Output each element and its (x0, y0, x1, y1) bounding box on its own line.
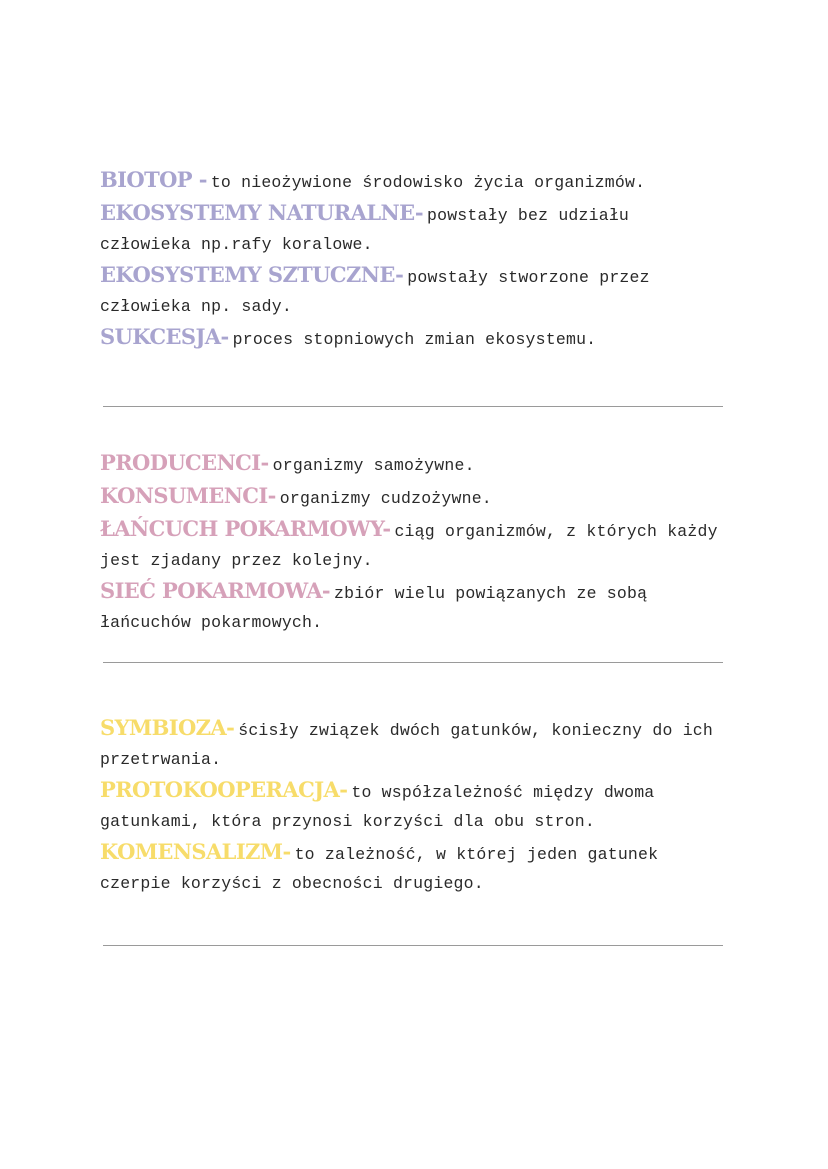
term-definition: zbiór wielu powiązanych ze sobą łańcuchów pokarmowych. (100, 584, 648, 632)
term-label: PROTOKOOPERACJA- (100, 777, 348, 802)
definition-entry (100, 321, 725, 354)
section-divider (103, 945, 723, 946)
section-divider (103, 662, 723, 663)
term-label: KOMENSALIZM- (100, 839, 291, 864)
term-definition: powstały bez udziału człowieka np.rafy koralowe. (100, 206, 630, 254)
definition-entry (100, 164, 725, 197)
term-definition: proces stopniowych zmian ekosystemu. (232, 330, 597, 349)
term-definition: to zależność, w której jeden gatunek czerpie korzyści z obecności drugiego. (100, 845, 659, 893)
term-definition: powstały stworzone przez człowieka np. sady. (100, 268, 650, 316)
term-definition: to współzależność między dwoma gatunkami, która przynosi korzyści dla obu stron. (100, 783, 655, 831)
definition-entry (100, 712, 725, 774)
term-definition: organizmy samożywne. (272, 456, 475, 475)
definition-entry (100, 575, 725, 637)
term-label: EKOSYSTEMY NATURALNE- (100, 200, 423, 225)
term-label: ŁAŃCUCH POKARMOWY- (100, 516, 391, 541)
term-label: SUKCESJA- (100, 324, 229, 349)
definition-entry (100, 480, 725, 513)
section-interactions (100, 712, 725, 898)
definition-entry (100, 513, 725, 575)
term-label: EKOSYSTEMY SZTUCZNE- (100, 262, 404, 287)
definition-entry (100, 774, 725, 836)
section-ecosystems (100, 164, 725, 354)
term-label: SYMBIOZA- (100, 715, 235, 740)
term-definition: ciąg organizmów, z których każdy jest zjadany przez kolejny. (100, 522, 718, 570)
term-definition: organizmy cudzożywne. (279, 489, 492, 508)
term-label: KONSUMENCI- (100, 483, 276, 508)
section-food-chain (100, 447, 725, 637)
definition-entry (100, 197, 725, 259)
term-label: PRODUCENCI- (100, 450, 269, 475)
term-definition: to nieożywione środowisko życia organizmów. (210, 173, 646, 192)
term-label: BIOTOP - (100, 167, 207, 192)
term-definition: ścisły związek dwóch gatunków, konieczny do ich przetrwania. (100, 721, 713, 769)
term-label: SIEĆ POKARMOWA- (100, 578, 331, 603)
definition-entry (100, 836, 725, 898)
definition-entry (100, 447, 725, 480)
section-divider (103, 406, 723, 407)
definition-entry (100, 259, 725, 321)
